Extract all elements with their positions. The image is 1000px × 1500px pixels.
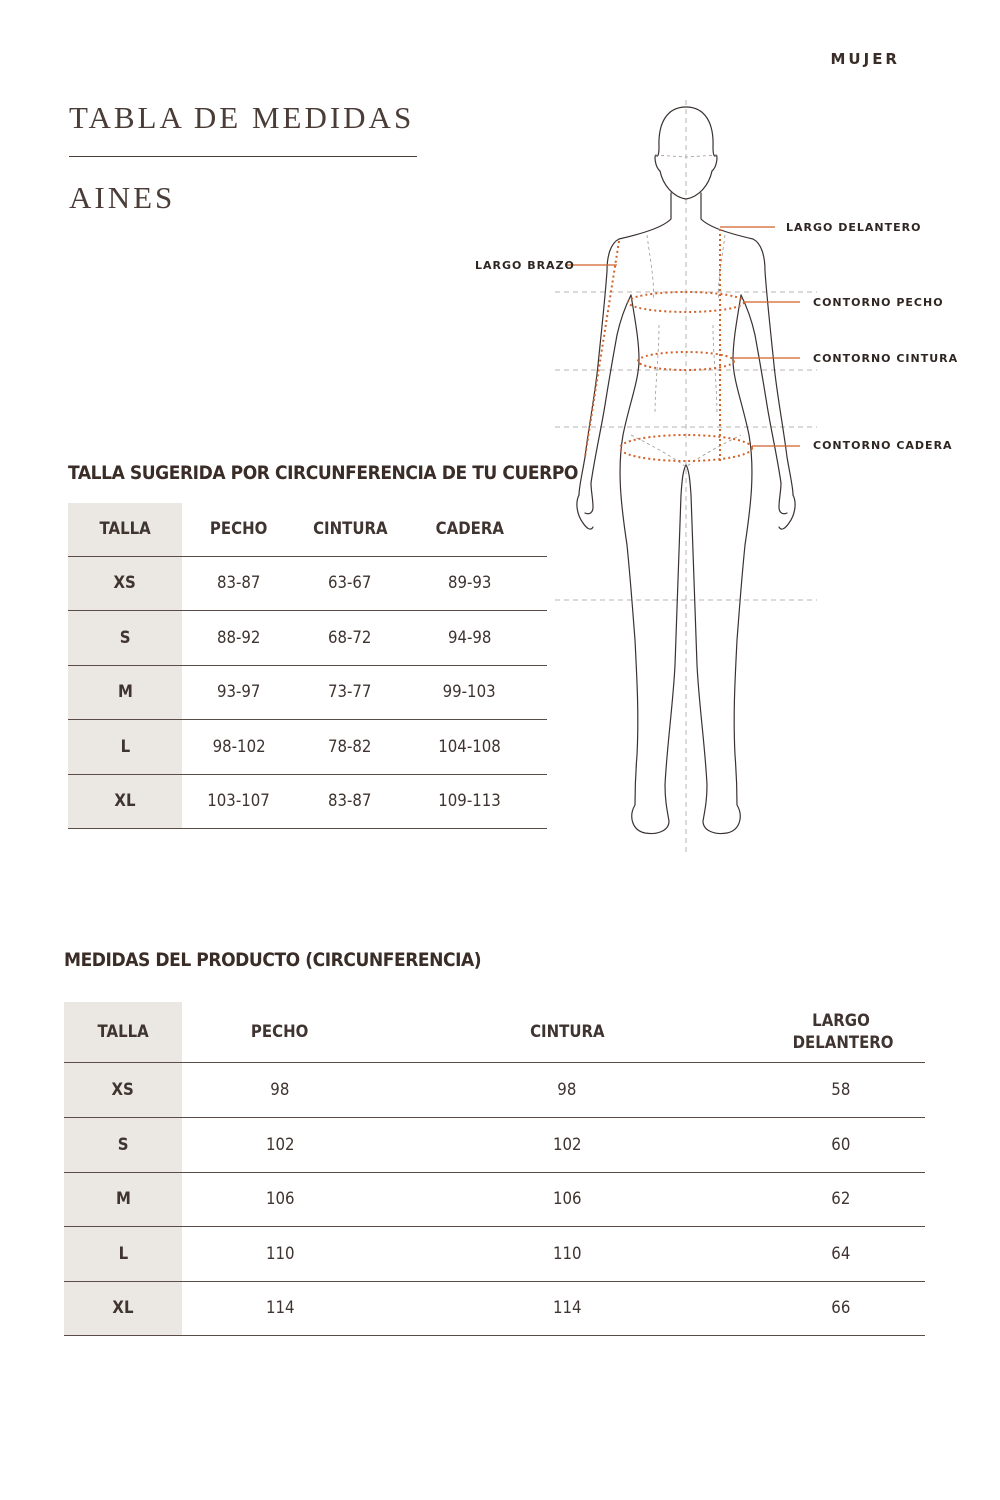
table-cell: 88-92 [217, 627, 261, 648]
table-cell: 93-97 [217, 682, 261, 702]
column-header: TALLA [64, 1002, 182, 1062]
table-row [68, 774, 547, 828]
table-row [68, 610, 547, 665]
table-cell: 89-93 [447, 573, 492, 593]
table-header-row [64, 1002, 925, 1062]
table-cell: 104-108 [438, 736, 501, 757]
table-cell: 66 [830, 1298, 851, 1318]
column-header: CINTURA [312, 519, 388, 540]
body-size-table [68, 503, 547, 829]
table-row [64, 1062, 925, 1117]
body-measurement-figure [555, 95, 825, 860]
table-cell: 83-87 [217, 573, 261, 593]
column-header: PECHO [210, 519, 268, 540]
table-cell: 109-113 [438, 791, 501, 811]
table-cell: 114 [265, 1298, 295, 1318]
product-table-heading: MEDIDAS DEL PRODUCTO (CIRCUNFERENCIA) [64, 949, 482, 971]
table-row [64, 1281, 925, 1335]
table-cell: 99-103 [443, 682, 496, 702]
table-header-row [68, 503, 547, 556]
size-cell: XL [68, 774, 182, 828]
table-row [64, 1117, 925, 1172]
table-row [64, 1172, 925, 1226]
table-cell: 106 [552, 1189, 582, 1209]
size-cell: S [64, 1117, 182, 1172]
column-header: PECHO [251, 1021, 309, 1042]
table-cell: 83-87 [328, 791, 372, 811]
table-cell: 114 [552, 1298, 582, 1318]
product-size-table [64, 1002, 925, 1336]
size-cell: M [64, 1172, 182, 1226]
page-title: TABLA DE MEDIDAS [69, 100, 415, 135]
size-cell: L [68, 719, 182, 774]
label-contorno-cintura: CONTORNO CINTURA [813, 352, 959, 365]
table-cell: 102 [552, 1134, 582, 1155]
size-cell: XS [68, 556, 182, 610]
column-header: TALLA [68, 503, 182, 556]
label-largo-delantero: LARGO DELANTERO [786, 221, 922, 234]
table-cell: 58 [830, 1079, 851, 1100]
product-name: AINES [69, 180, 176, 215]
body-table-heading: TALLA SUGERIDA POR CIRCUNFERENCIA DE TU CUERPO [68, 462, 579, 484]
size-cell: M [68, 665, 182, 719]
table-cell: 103-107 [207, 791, 271, 811]
table-row [68, 719, 547, 774]
table-cell: 68-72 [328, 627, 372, 648]
label-contorno-cadera: CONTORNO CADERA [813, 439, 953, 452]
table-cell: 98 [557, 1079, 577, 1100]
size-cell: S [68, 610, 182, 665]
table-cell: 102 [265, 1134, 295, 1155]
column-header: CINTURA [529, 1021, 605, 1042]
table-row [68, 556, 547, 610]
size-cell: L [64, 1226, 182, 1281]
label-contorno-pecho: CONTORNO PECHO [813, 296, 944, 309]
table-cell: 98 [270, 1079, 290, 1100]
label-largo-brazo: LARGO BRAZO [475, 259, 575, 272]
table-cell: 62 [830, 1189, 851, 1209]
table-cell: 60 [830, 1134, 851, 1155]
table-row [68, 665, 547, 719]
table-cell: 94-98 [447, 627, 492, 648]
table-cell: 73-77 [328, 682, 372, 702]
category-label: MUJER [830, 50, 900, 68]
table-cell: 106 [265, 1189, 295, 1209]
table-cell: 98-102 [212, 736, 266, 757]
size-cell: XS [64, 1062, 182, 1117]
table-cell: 63-67 [328, 573, 372, 593]
title-divider [69, 156, 417, 157]
measurement-markers [585, 229, 752, 461]
table-cell: 110 [265, 1243, 295, 1264]
hip-ellipse [620, 435, 752, 461]
size-cell: XL [64, 1281, 182, 1335]
table-cell: 110 [552, 1243, 582, 1264]
table-row [64, 1226, 925, 1281]
column-header: CADERA [435, 519, 504, 540]
table-cell: 64 [830, 1243, 851, 1264]
column-header: LARGO DELANTERO [792, 1010, 894, 1053]
table-cell: 78-82 [328, 736, 372, 757]
